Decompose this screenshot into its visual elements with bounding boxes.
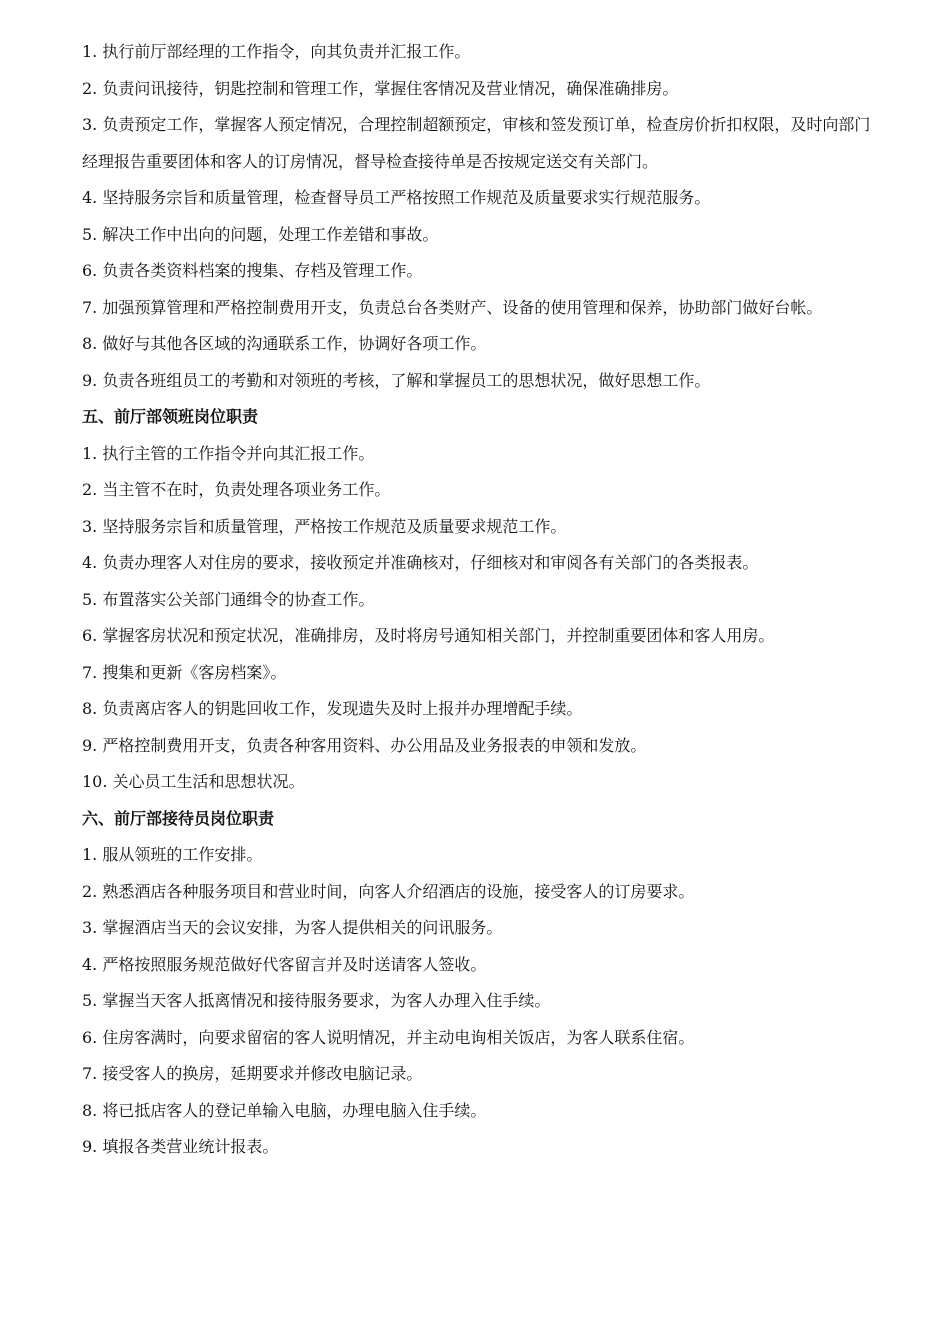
section-heading: 六、前厅部接待员岗位职责 — [82, 808, 275, 828]
list-item: 6. 负责各类资料档案的搜集、存档及管理工作。 — [82, 261, 423, 280]
list-item: 7. 加强预算管理和严格控制费用开支，负责总台各类财产、设备的使用管理和保养，协助部门做好台帐。 — [82, 297, 823, 317]
list-item: 9. 填报各类营业统计报表。 — [82, 1137, 279, 1156]
list-item: 5. 掌握当天客人抵离情况和接待服务要求，为客人办理入住手续。 — [82, 991, 551, 1010]
section-heading: 五、前厅部领班岗位职责 — [82, 407, 259, 426]
list-item: 8. 负责离店客人的钥匙回收工作，发现遗失及时上报并办理增配手续。 — [82, 699, 583, 718]
list-item: 1. 执行前厅部经理的工作指令，向其负责并汇报工作。 — [82, 42, 471, 61]
list-item: 1. 服从领班的工作安排。 — [82, 845, 263, 864]
list-item: 10. 关心员工生活和思想状况。 — [82, 772, 305, 791]
document-page — [82, 34, 882, 1166]
list-item: 4. 负责办理客人对住房的要求，接收预定并准确核对，仔细核对和审阅各有关部门的各类报表。 — [82, 553, 759, 572]
list-item: 5. 布置落实公关部门通缉令的协查工作。 — [82, 589, 375, 609]
list-item: 3. 负责预定工作，掌握客人预定情况，合理控制超额预定，审核和签发预订单，检查房价折扣权限，及时向部门经理报告重要团体和客人的订房情况，督导检查接待单是否按规定送交有关部门。 — [82, 115, 871, 171]
list-item: 4. 严格按照服务规范做好代客留言并及时送请客人签收。 — [82, 954, 487, 974]
list-item: 2. 熟悉酒店各种服务项目和营业时间，向客人介绍酒店的设施，接受客人的订房要求。 — [82, 881, 695, 901]
list-item: 8. 做好与其他各区域的沟通联系工作，协调好各项工作。 — [82, 334, 487, 353]
list-item: 1. 执行主管的工作指令并向其汇报工作。 — [82, 443, 375, 463]
list-item: 3. 坚持服务宗旨和质量管理，严格按工作规范及质量要求规范工作。 — [82, 516, 567, 536]
list-item: 2. 负责问讯接待，钥匙控制和管理工作，掌握住客情况及营业情况，确保准确排房。 — [82, 78, 679, 98]
list-item: 6. 住房客满时，向要求留宿的客人说明情况，并主动电询相关饭店，为客人联系住宿。 — [82, 1027, 695, 1047]
list-item: 5. 解决工作中出向的问题，处理工作差错和事故。 — [82, 224, 439, 244]
list-item: 7. 接受客人的换房，延期要求并修改电脑记录。 — [82, 1064, 423, 1083]
list-item: 9. 负责各班组员工的考勤和对领班的考核，了解和掌握员工的思想状况，做好思想工作。 — [82, 370, 711, 390]
list-item: 6. 掌握客房状况和预定状况，准确排房，及时将房号通知相关部门，并控制重要团体和客人用房。 — [82, 626, 775, 645]
list-item: 8. 将已抵店客人的登记单输入电脑，办理电脑入住手续。 — [82, 1100, 487, 1120]
list-item: 3. 掌握酒店当天的会议安排，为客人提供相关的问讯服务。 — [82, 918, 503, 937]
list-item: 7. 搜集和更新《客房档案》。 — [82, 662, 287, 682]
list-item: 2. 当主管不在时，负责处理各项业务工作。 — [82, 480, 391, 499]
list-item: 4. 坚持服务宗旨和质量管理，检查督导员工严格按照工作规范及质量要求实行规范服务。 — [82, 188, 711, 207]
list-item: 9. 严格控制费用开支，负责各种客用资料、办公用品及业务报表的申领和发放。 — [82, 735, 647, 755]
